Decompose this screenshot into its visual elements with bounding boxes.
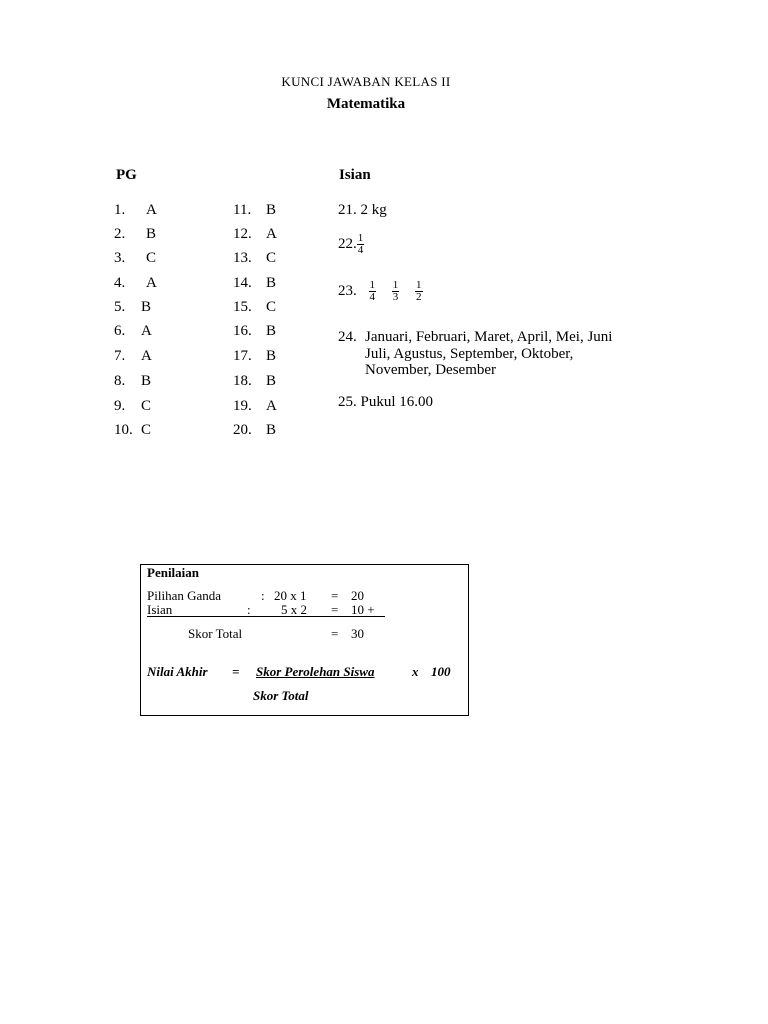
answer-row: 5. — [114, 299, 126, 315]
pg-score-result: 20 — [351, 588, 364, 603]
answer-value: B — [266, 202, 277, 218]
document-title: KUNCI JAWABAN KELAS II — [281, 74, 451, 89]
skor-total-label: Skor Total — [188, 626, 243, 641]
nilai-akhir-multiply: x — [412, 664, 419, 679]
answer-value: B — [146, 226, 157, 242]
answer-row: 14. — [233, 275, 252, 291]
fraction: $\frac{1}{4}$ — [357, 232, 364, 256]
isian-answer-22: 22. $\frac{1}{4}$ — [338, 232, 364, 256]
nilai-akhir-numerator: Skor Perolehan Siswa — [256, 664, 375, 679]
answer-value: B — [266, 275, 277, 291]
answer-value: A — [146, 275, 157, 291]
isian-score-calc: 5 x 2 — [281, 602, 307, 617]
answer-row: 8. — [114, 373, 126, 389]
isian-score-colon: : — [247, 602, 251, 617]
nilai-akhir-denominator: Skor Total — [253, 688, 309, 703]
answer-value: B — [266, 422, 277, 438]
nilai-akhir-label: Nilai Akhir — [147, 664, 208, 679]
isian-score-result: 10 + — [351, 602, 375, 617]
answer-row: 17. — [233, 348, 252, 364]
isian-answer-23: 23. $\frac{1}{4}$ $\frac{1}{3}$ $\frac{1}{2}$ — [338, 279, 422, 303]
answer-value: B — [266, 373, 277, 389]
answer-row: 15. — [233, 299, 252, 315]
penilaian-title: Penilaian — [147, 565, 200, 580]
answer-row: 10. — [114, 422, 133, 438]
answer-value: B — [141, 299, 152, 315]
penilaian-box — [140, 564, 469, 716]
answer-row: 12. — [233, 226, 252, 242]
isian-score-underline — [147, 602, 385, 617]
isian-header: Isian — [339, 167, 371, 183]
pg-header: PG — [116, 167, 137, 183]
answer-row: 11. — [233, 202, 252, 218]
answer-row: 3. — [114, 250, 126, 266]
answer-row: 6. — [114, 323, 126, 339]
answer-row: 16. — [233, 323, 252, 339]
answer-value: A — [266, 398, 277, 414]
skor-total-equals: = — [331, 626, 339, 641]
pg-score-calc: 20 x 1 — [274, 588, 307, 603]
answer-value: A — [141, 323, 152, 339]
pg-score-equals: = — [331, 588, 339, 603]
fraction: $\frac{1}{4}$ — [369, 279, 375, 303]
isian-score-equals: = — [331, 602, 339, 617]
answer-row: 7. — [114, 348, 126, 364]
isian-answer-24-line: Januari, Februari, Maret, April, Mei, Juni — [365, 329, 613, 345]
answer-value: C — [146, 250, 157, 266]
nilai-akhir-100: 100 — [431, 664, 451, 679]
isian-answer-21: 21. 2 kg — [338, 202, 387, 218]
nilai-akhir-equals: = — [232, 664, 240, 679]
answer-value: C — [266, 299, 277, 315]
answer-value: B — [266, 348, 277, 364]
answer-value: A — [141, 348, 152, 364]
answer-row: 20. — [233, 422, 252, 438]
answer-row: 2. — [114, 226, 126, 242]
skor-total-result: 30 — [351, 626, 364, 641]
isian-answer-24-line: Juli, Agustus, September, Oktober, — [365, 346, 574, 362]
pg-score-colon: : — [261, 588, 265, 603]
answer-row: 18. — [233, 373, 252, 389]
answer-row: 9. — [114, 398, 126, 414]
answer-row: 13. — [233, 250, 252, 266]
isian-score-label: Isian — [147, 602, 173, 617]
isian-answer-25: 25. Pukul 16.00 — [338, 394, 434, 410]
answer-value: A — [146, 202, 157, 218]
answer-value: B — [266, 323, 277, 339]
answer-row: 19. — [233, 398, 252, 414]
answer-value: C — [141, 422, 152, 438]
isian-answer-24-number: 24. — [338, 329, 357, 345]
answer-value: B — [141, 373, 152, 389]
answer-value: A — [266, 226, 277, 242]
answer-value: C — [266, 250, 277, 266]
answer-value: C — [141, 398, 152, 414]
subject-title: Matematika — [326, 96, 406, 112]
fraction: $\frac{1}{3}$ — [392, 279, 399, 303]
isian-answer-24-line: November, Desember — [365, 362, 497, 378]
pg-score-label: Pilihan Ganda — [147, 588, 222, 603]
fraction: $\frac{1}{2}$ — [416, 279, 422, 303]
answer-row: 1. — [114, 202, 126, 218]
answer-row: 4. — [114, 275, 126, 291]
